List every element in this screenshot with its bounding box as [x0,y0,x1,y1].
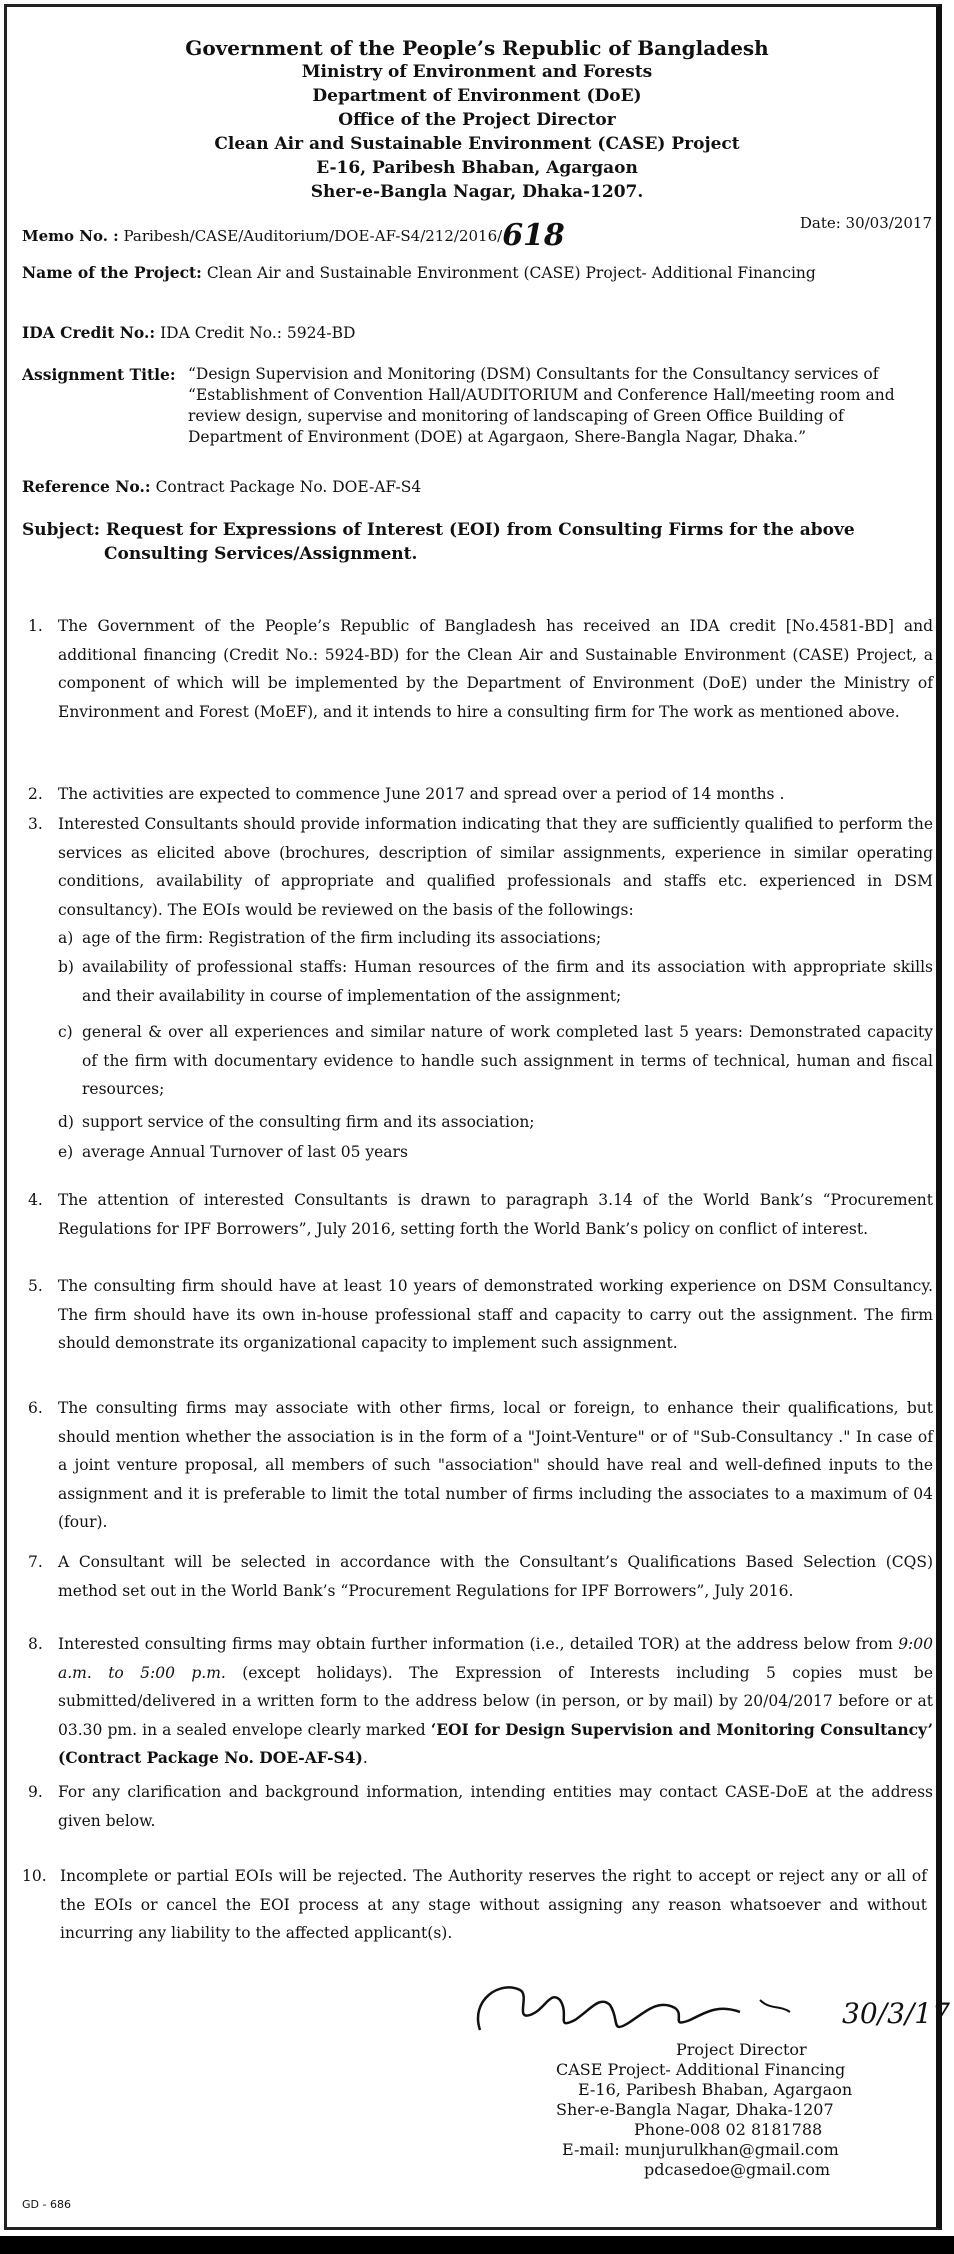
signature-scribble [460,1960,900,2050]
project-field [22,262,927,284]
project-name-heading: Clean Air and Sustainable Environment (CASE) Project [214,134,740,154]
paragraph-text: The activities are expected to commence June 2017 and spread over a period of 14 months . [58,785,785,803]
paragraph-6 [28,1394,933,1537]
criterion-text: availability of professional staffs: Human resources of the firm and its association with appropriate skills and their availability in course of implementation of the assignment; [82,958,933,1005]
office-hours: 9:00 a.m. to 5:00 p.m. [58,1635,933,1682]
paragraph-2 [28,780,933,809]
signatory-project: CASE Project- Additional Financing [556,2060,846,2079]
signatory-phone: Phone-008 02 8181788 [634,2120,823,2139]
credit-value: IDA Credit No.: 5924-BD [160,324,356,342]
criterion-letter: b) [58,958,74,976]
govt-title: Government of the People’s Republic of Bangladesh [185,36,769,60]
credit-label: IDA Credit No.: [22,323,156,342]
signatory-title: Project Director [676,2040,807,2059]
reference-value: Contract Package No. DOE-AF-S4 [155,478,422,496]
paragraph-10 [22,1862,927,1948]
memo-handwritten-number: 618 [502,218,565,253]
paragraph-text: For any clarification and background information, intending entities may contact CASE-DoE at the address given below. [58,1783,933,1830]
reference-label: Reference No.: [22,477,151,496]
paragraph-5 [28,1272,933,1358]
reference-field [22,476,927,498]
signatory-address-2: Sher-e-Bangla Nagar, Dhaka-1207 [556,2100,834,2119]
signatory-email-2: pdcasedoe@gmail.com [644,2160,831,2179]
criterion-c [58,1018,933,1104]
criterion-text: age of the firm: Registration of the firm including its associations; [82,929,602,947]
subject [22,518,922,566]
department-name: Department of Environment (DoE) [312,86,642,106]
subject-label: Subject: [22,520,100,540]
address-line-2: Sher-e-Bangla Nagar, Dhaka-1207. [310,182,644,202]
criterion-e [58,1138,933,1167]
subject-line-1: Request for Expressions of Interest (EOI) from Consulting Firms for the above [105,520,855,540]
project-value: Clean Air and Sustainable Environment (CASE) Project- Additional Financing [206,264,816,282]
paragraph-number: 10. [22,1867,47,1885]
paragraph-text: Interested Consultants should provide information indicating that they are sufficiently qualified to perform the services as elicited above (brochures, description of similar assignments, experience in similar operating conditions, availability of appropriate and qualified professionals and staffs etc. experienced in DSM consultancy). The EOIs would be reviewed on the basis of the followings: [58,815,933,919]
signatory-address-1: E-16, Paribesh Bhaban, Agargaon [578,2080,853,2099]
signature-date: 30/3/17 [842,1997,950,2030]
paragraph-text: A Consultant will be selected in accordance with the Consultant’s Qualifications Based Selection (CQS) method set out in the World Bank’s “Procurement Regulations for IPF Borrowers”, July 2016. [58,1553,933,1600]
paragraph-number: 6. [28,1399,43,1417]
paragraph-number: 9. [28,1783,43,1801]
credit-field [22,322,927,344]
signatory-email-1: E-mail: munjurulkhan@gmail.com [562,2140,839,2159]
envelope-marking: ‘EOI for Design Supervision and Monitoring Consultancy’ (Contract Package No. DOE-AF-S4) [58,1719,934,1767]
paragraph-text: The consulting firms may associate with other firms, local or foreign, to enhance their qualifications, but should mention whether the association is in the form of a "Joint-Venture" or of "Sub-Consultancy ." In case of a joint venture proposal, all members of such "association" should have real and well-defined inputs to the assignment and it is preferable to limit the total number of firms including the associates to a maximum of 04 (four). [58,1399,933,1531]
address-line-1: E-16, Paribesh Bhaban, Agargaon [316,158,638,178]
paragraph-text: The attention of interested Consultants is drawn to paragraph 3.14 of the World Bank’s “Procurement Regulations for IPF Borrowers”, July 2016, setting forth the World Bank’s policy on conflict of interest. [58,1191,933,1238]
paragraph-number: 3. [28,815,43,833]
paragraph-number: 4. [28,1191,43,1209]
assignment-label: Assignment Title: [22,365,176,384]
memo-number: Paribesh/CASE/Auditorium/DOE-AF-S4/212/2016/ [123,227,503,245]
paragraph-number: 7. [28,1553,43,1571]
project-label: Name of the Project: [22,263,202,282]
paragraph-4 [28,1186,933,1243]
office-name: Office of the Project Director [338,110,616,130]
criterion-letter: d) [58,1113,74,1131]
memo-label: Memo No. : [22,227,119,245]
paragraph-8-part-c: . [362,1749,368,1767]
paragraph-9 [28,1778,933,1835]
paragraph-text [58,1630,933,1773]
ministry-name: Ministry of Environment and Forests [301,62,653,82]
criterion-text: average Annual Turnover of last 05 years [82,1143,408,1161]
letterhead [0,36,954,204]
criterion-text: support service of the consulting firm and its association; [82,1113,535,1131]
criterion-letter: a) [58,929,74,947]
criterion-text: general & over all experiences and similar nature of work completed last 5 years: Demonstrated capacity of the firm with documentary evidence to handle such assignment in terms of technical, human and fiscal resources; [82,1023,933,1098]
memo-date: Date: 30/03/2017 [799,214,932,232]
criterion-d [58,1108,933,1137]
paragraph-text: The consulting firm should have at least 10 years of demonstrated working experience on DSM Consultancy. The firm should have its own in-house professional staff and capacity to carry out the assignment. The firm should demonstrate its organizational capacity to implement such assignment. [58,1277,933,1352]
document-code: GD - 686 [22,2198,71,2211]
criterion-a [58,924,933,953]
assignment-value: “Design Supervision and Monitoring (DSM) Consultants for the Consultancy services of “Establishment of Convention Hall/AUDITORIUM and Conference Hall/meeting room and review design, supervise and monitoring of landscaping of Green Office Building of Department of Environment (DOE) at Agargaon, Shere-Bangla Nagar, Dhaka.” [188,365,895,446]
memo-line [22,214,932,253]
paragraph-3 [28,810,933,924]
paragraph-number: 2. [28,785,43,803]
paragraph-1 [28,612,933,726]
subject-line-2: Consulting Services/Assignment. [104,544,418,564]
paragraph-7 [28,1548,933,1605]
paragraph-text: The Government of the People’s Republic of Bangladesh has received an IDA credit [No.4581-BD] and additional financing (Credit No.: 5924-BD) for the Clean Air and Sustainable Environment (CASE) Project, a component of which will be implemented by the Department of Environment (DoE) under the Ministry of Environment and Forest (MoEF), and it intends to hire a consulting firm for The work as mentioned above. [58,617,933,721]
paragraph-8-part-a: Interested consulting firms may obtain further information (i.e., detailed TOR) at the address below from [58,1635,899,1653]
criterion-letter: e) [58,1143,74,1161]
criterion-b [58,953,933,1010]
paragraph-8-part-b: (except holidays). The Expression of Interests including 5 copies must be submitted/delivered in a written form to the address below (in person, or by mail) by 20/04/2017 before or at 03.30 pm. in a sealed envelope clearly marked [58,1663,933,1739]
paragraph-number: 8. [28,1635,43,1653]
scan-edge [0,2236,954,2254]
paragraph-number: 1. [28,617,43,635]
paragraph-8 [28,1630,933,1773]
criterion-letter: c) [58,1023,73,1041]
paragraph-number: 5. [28,1277,43,1295]
paragraph-text: Incomplete or partial EOIs will be rejected. The Authority reserves the right to accept or reject any or all of the EOIs or cancel the EOI process at any stage without assigning any reason whatsoever and without incurring any liability to the affected applicant(s). [60,1867,927,1942]
